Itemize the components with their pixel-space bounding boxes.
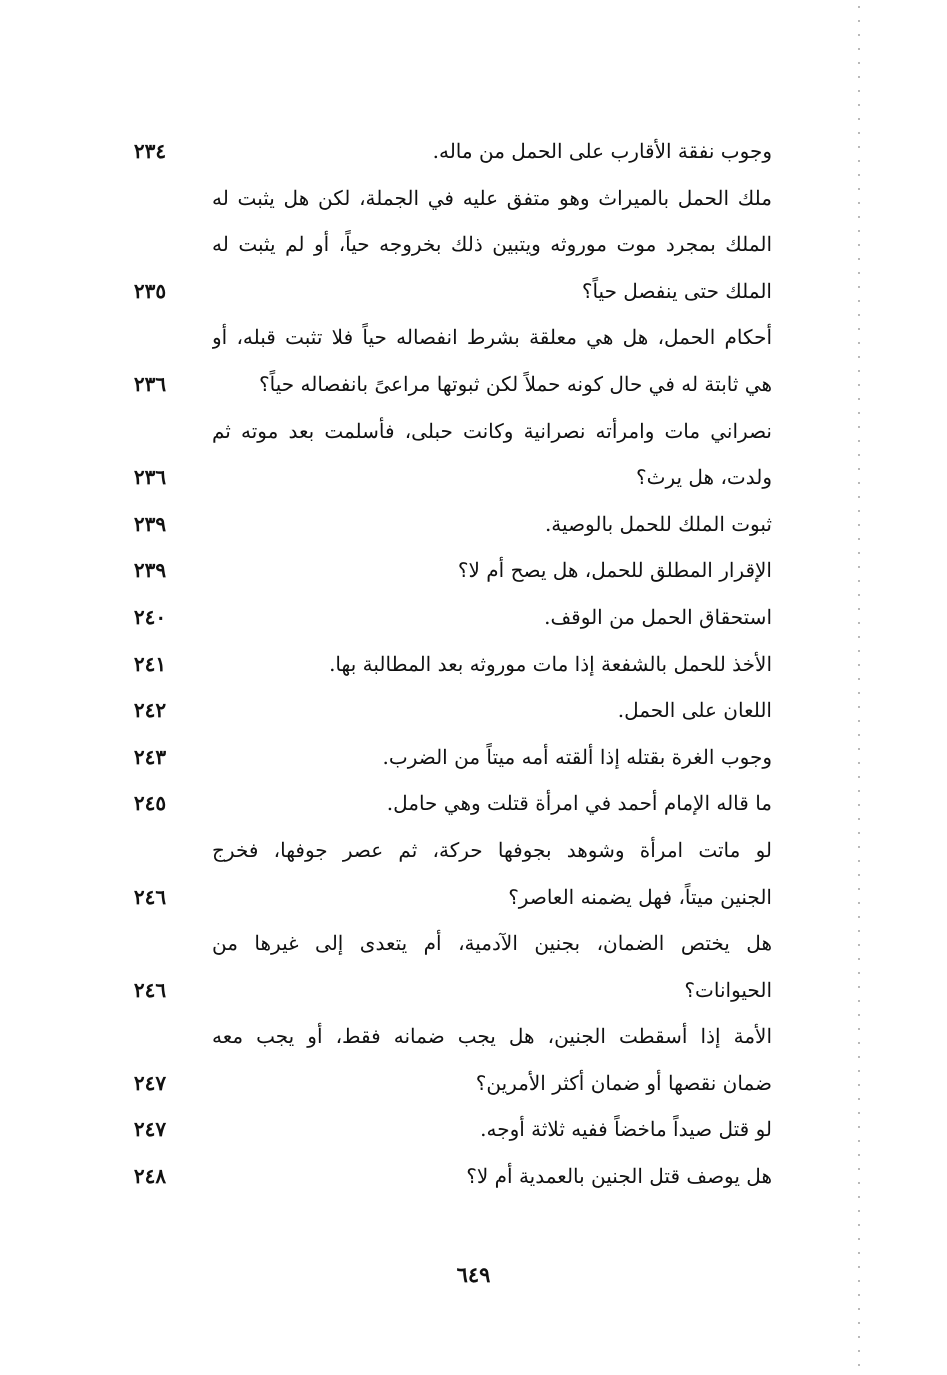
index-entry-page: ٢٣٥ [133, 278, 167, 303]
index-entry-line [120, 734, 772, 781]
index-entry-line [120, 547, 772, 594]
index-entry-page: ٢٤٦ [133, 977, 167, 1002]
index-entry-text: الملك حتى ينفصل حياً؟ [581, 278, 772, 303]
index-entry-text: ملك الحمل بالميراث وهو متفق عليه في الجملة، لكن هل يثبت له [212, 185, 772, 210]
index-entry-line [120, 268, 772, 315]
index-entry-line [120, 128, 772, 175]
index-entry-text: الجنين ميتاً، فهل يضمنه العاصر؟ [508, 884, 772, 909]
index-entry-text: لو قتل صيداً ماخضاً ففيه ثلاثة أوجه. [480, 1117, 772, 1142]
index-entry-line [120, 361, 772, 408]
index-entry-page: ٢٣٦ [133, 465, 167, 490]
index-entry-line [120, 175, 772, 222]
index-entry-page: ٢٣٩ [133, 558, 167, 583]
index-entry-page: ٢٤٦ [133, 884, 167, 909]
index-entry-page: ٢٤٨ [133, 1164, 167, 1189]
index-entry-line [120, 314, 772, 361]
index-entry-line [120, 1060, 772, 1107]
index-list [120, 128, 772, 1200]
index-entry-line [120, 874, 772, 921]
index-entry-text: أحكام الحمل، هل هي معلقة بشرط انفصاله حياً فلا تثبت قبله، أو [212, 325, 772, 350]
index-entry-page: ٢٤٣ [133, 744, 167, 769]
index-entry-text: ما قاله الإمام أحمد في امرأة قتلت وهي حامل. [386, 791, 772, 816]
index-entry-text: لو ماتت امرأة وشوهد بجوفها حركة، ثم عصر جوفها، فخرج [212, 837, 772, 862]
index-entry-line [120, 1106, 772, 1153]
index-entry-page: ٢٣٤ [133, 139, 167, 163]
index-entry-line [120, 221, 772, 268]
index-entry-text: وجوب نفقة الأقارب على الحمل من ماله. [432, 139, 772, 163]
index-entry-line [120, 687, 772, 734]
index-entry-text: ولدت، هل يرث؟ [636, 465, 772, 490]
index-entry-page: ٢٤٢ [133, 698, 167, 723]
index-entry-page: ٢٤٧ [133, 1070, 167, 1095]
index-entry-text: هل يختص الضمان، بجنين الآدمية، أم يتعدى إلى غيرها من [212, 931, 772, 956]
index-entry-line [120, 1153, 772, 1200]
index-entry-line [120, 501, 772, 548]
page-number: ٦٤٩ [456, 1262, 491, 1287]
index-entry-text: وجوب الغرة بقتله إذا ألقته أمه ميتاً من الضرب. [382, 744, 772, 769]
index-entry-text: الإقرار المطلق للحمل، هل يصح أم لا؟ [457, 558, 772, 583]
index-entry-line [120, 641, 772, 688]
index-entry-text: الأمة إذا أسقطت الجنين، هل يجب ضمانه فقط، أو يجب معه [212, 1024, 772, 1049]
index-entry-text: استحقاق الحمل من الوقف. [544, 604, 772, 629]
index-entry-line [120, 454, 772, 501]
index-entry-line [120, 967, 772, 1014]
index-entry-line [120, 780, 772, 827]
index-entry-line [120, 594, 772, 641]
index-entry-line [120, 408, 772, 455]
index-entry-text: الحيوانات؟ [684, 977, 772, 1002]
index-entry-text: نصراني مات وامرأته نصرانية وكانت حبلى، فأسلمت بعد موته ثم [212, 418, 772, 443]
index-entry-text: ضمان نقصها أو ضمان أكثر الأمرين؟ [475, 1070, 772, 1095]
index-entry-line [120, 1013, 772, 1060]
index-entry-text: الملك بمجرد موت موروثه ويتبين ذلك بخروجه حياً، أو لم يثبت له [212, 232, 772, 257]
index-entry-text: هي ثابتة له في حال كونه حملاً لكن ثبوتها مراعىً بانفصاله حياً؟ [259, 371, 772, 396]
scan-edge-marks [858, 0, 860, 1375]
index-entry-line [120, 827, 772, 874]
index-entry-text: الأخذ للحمل بالشفعة إذا مات موروثه بعد المطالبة بها. [329, 651, 772, 676]
index-entry-text: هل يوصف قتل الجنين بالعمدية أم لا؟ [466, 1164, 772, 1189]
index-entry-text: اللعان على الحمل. [617, 698, 772, 723]
index-entry-page: ٢٤٧ [133, 1117, 167, 1142]
index-entry-page: ٢٤١ [133, 651, 167, 676]
index-entry-page: ٢٣٩ [133, 511, 167, 536]
index-entry-page: ٢٣٦ [133, 371, 167, 396]
index-entry-text: ثبوت الملك للحمل بالوصية. [544, 511, 772, 536]
index-entry-line [120, 920, 772, 967]
index-entry-page: ٢٤٠ [133, 604, 167, 629]
index-entry-page: ٢٤٥ [133, 791, 167, 816]
